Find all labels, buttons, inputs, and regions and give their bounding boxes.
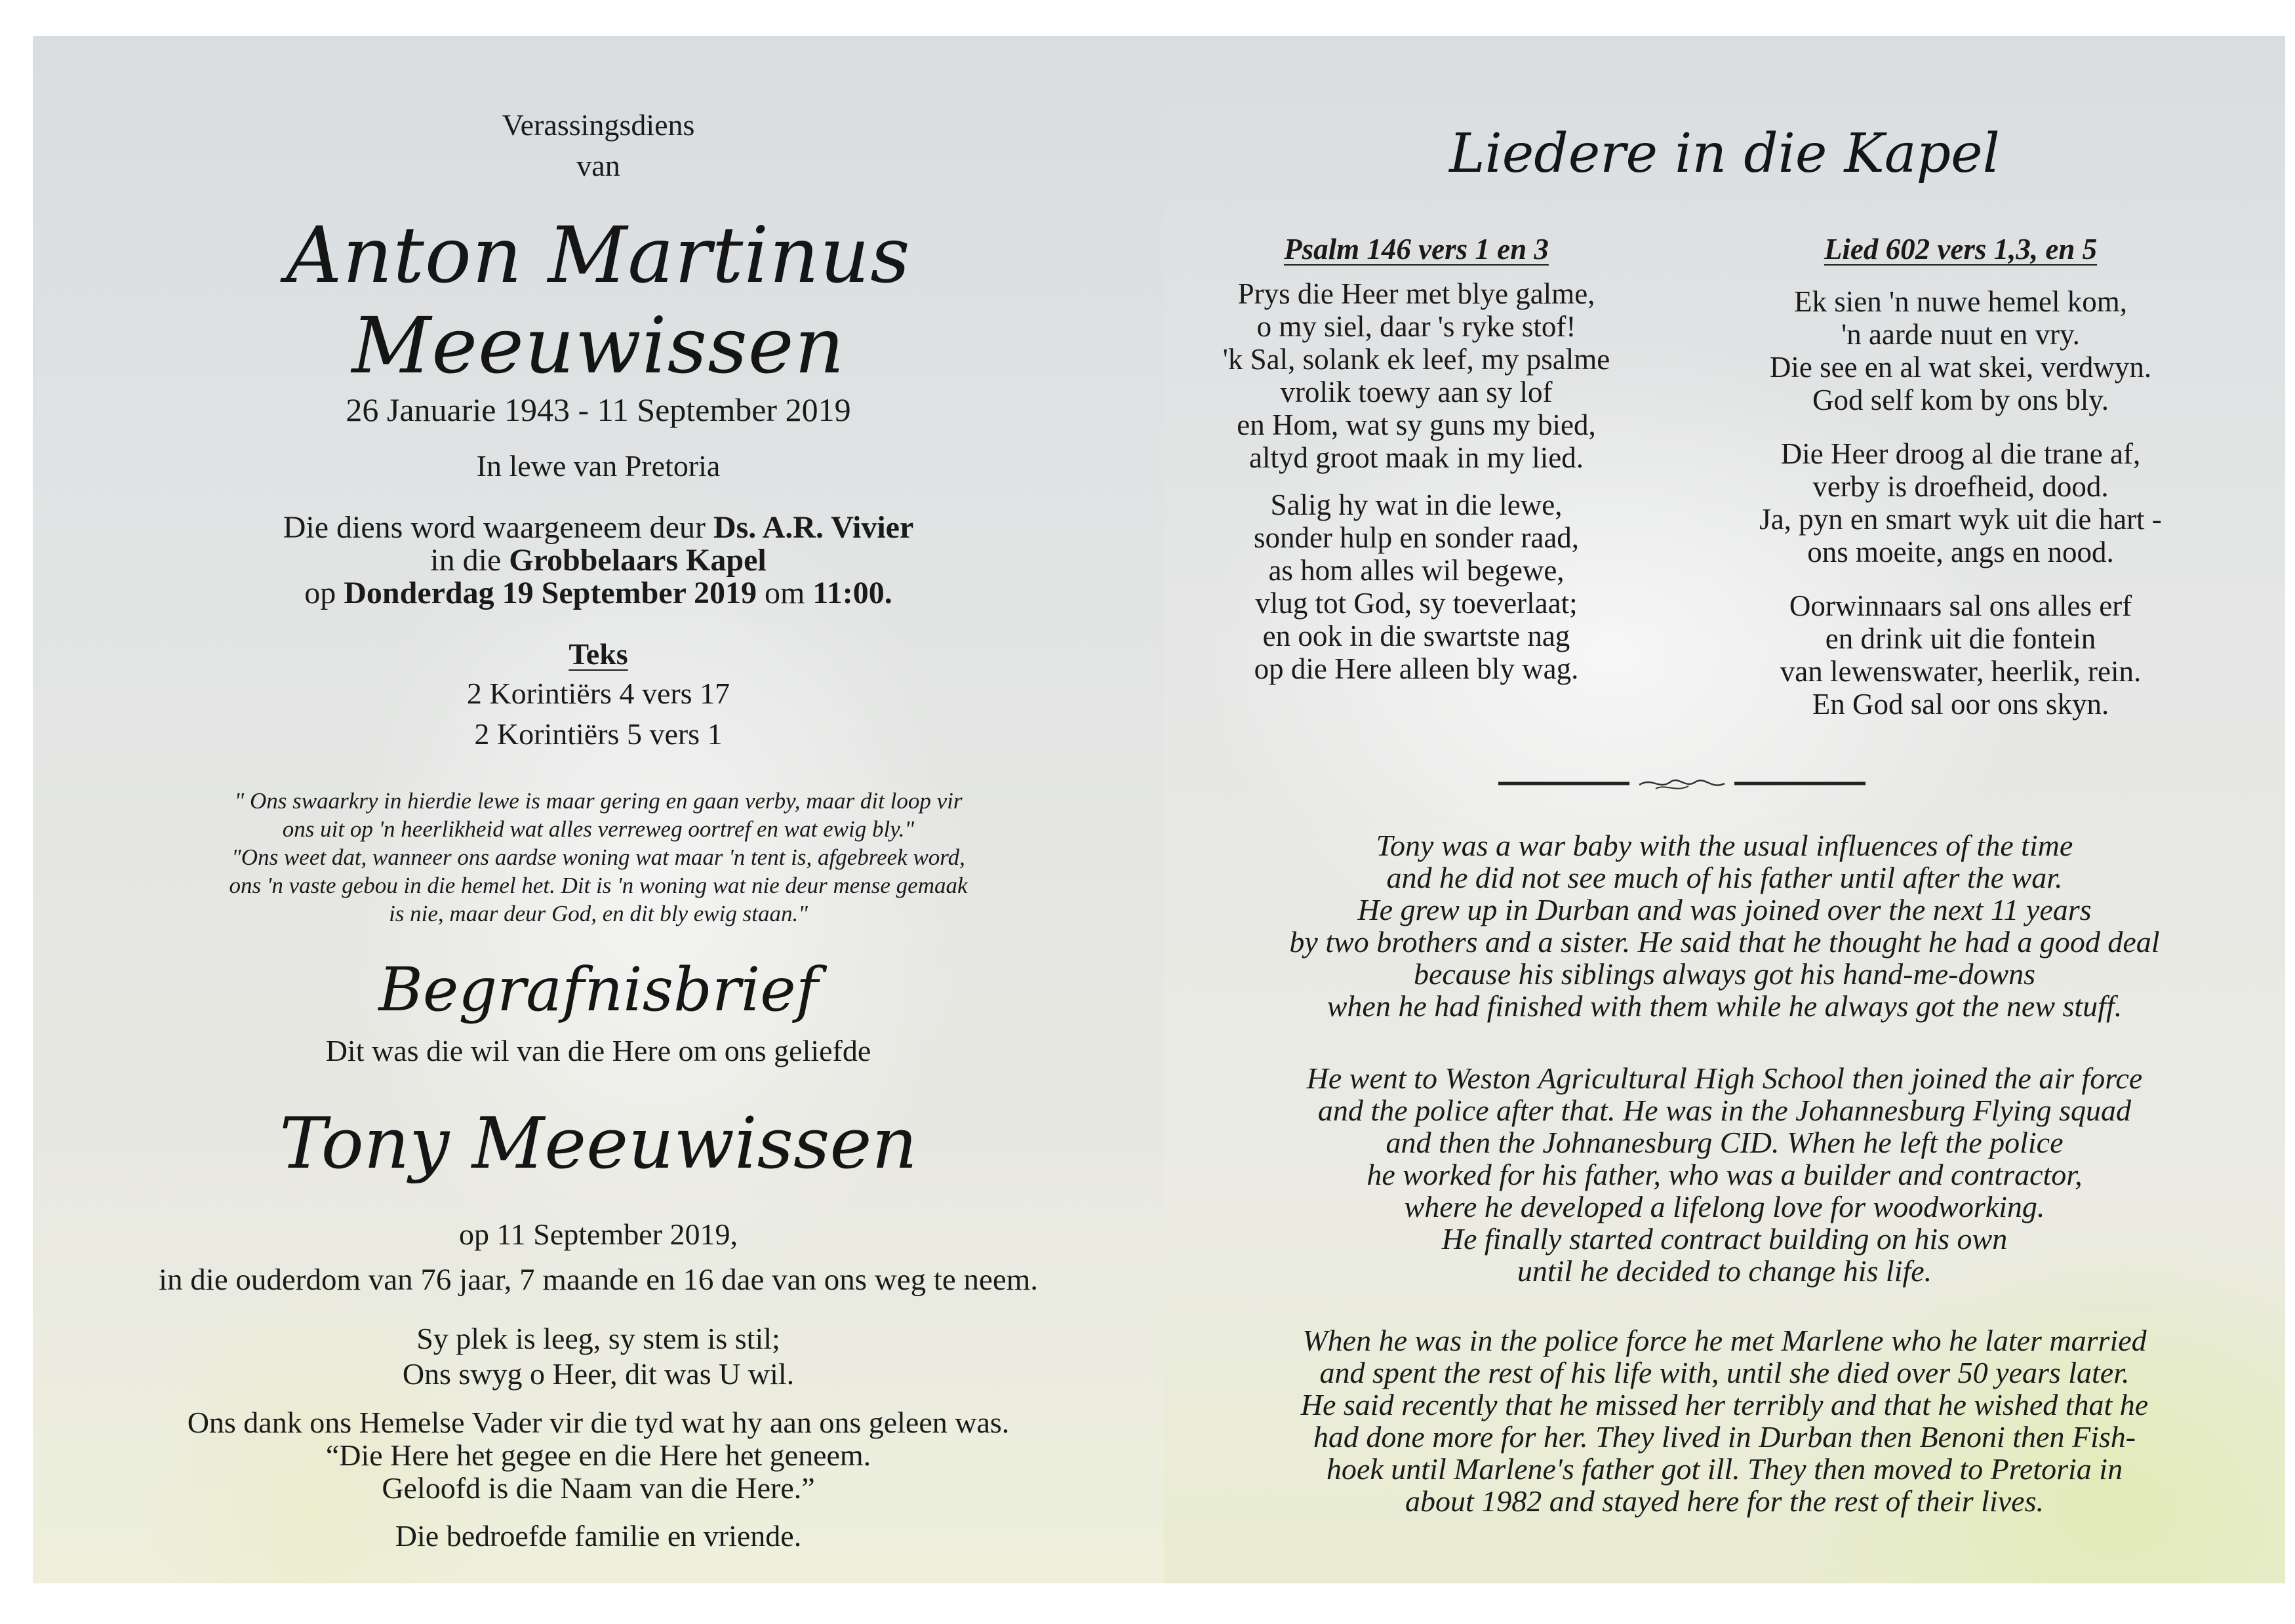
scripture-quote: " Ons swaarkry in hierdie lewe is maar gering en gaan verby, maar dit loop vir ons uit op 'n heerlikheid wat alles verreweg oortref en wat ewig bly." "Ons weet dat, wanneer ons aardse woning wat maar 'n tent is, afgebreek word, ons 'n vaste gebou in die hemel het. Dit is 'n woning wat nie deur mense gemaak is nie, maar deur God, en dit bly ewig staan." (229, 788, 968, 926)
bio-paragraph-1: Tony was a war baby with the usual influences of the time and he did not see much of his father until after the war. He grew up in Durban and was joined over the next 11 years by two brothers and a sister. He said that he thought he had a good deal because his siblings always got his hand-me-downs when he had finished with them while he always got the new stuff. (1289, 829, 2160, 1023)
right-panel (1164, 36, 2285, 1583)
bio-paragraph-2: He went to Weston Agricultural High School then joined the air force and the police after that. He was in the Johannesburg Flying squad and then the Johnanesburg CID. When he left the police he worked for his father, who was a builder and contractor, where he developed a lifelong love for woodworking. He finally started contract building on his own until he decided to change his life. (1306, 1061, 2143, 1288)
left-panel (33, 36, 1164, 1583)
full-name-line2: Meeuwissen (351, 300, 845, 391)
letter-intro: Dit was die wil van die Here om ons geliefde (325, 1034, 871, 1067)
thanks-text: Ons dank ons Hemelse Vader vir die tyd wat hy aan ons geleen was. “Die Here het gegee en die Here het geneem. Geloofd is die Naam van die Here.” (187, 1406, 1010, 1505)
teks-ref-2: 2 Korintiërs 5 vers 1 (474, 717, 723, 751)
full-name-line1: Anton Martinus (286, 210, 911, 300)
psalm-title: Psalm 146 vers 1 en 3 (1284, 233, 1549, 266)
lied-stanza-2: Die Heer droog al die trane af, verby is droefheid, dood. Ja, pyn en smart wyk uit die hart - ons moeite, angs en nood. (1759, 437, 2162, 568)
lied-column (1731, 233, 2190, 721)
memorial-verse: Sy plek is leeg, sy stem is stil; Ons swyg o Heer, dit was U wil. (402, 1322, 795, 1391)
psalm-stanza-2: Salig hy wat in die lewe, sonder hulp en sonder raad, as hom alles wil begewe, vlug tot God, sy toeverlaat; en ook in die swartste nag op die Here alleen bly wag. (1253, 488, 1580, 685)
decorative-divider (1498, 764, 1866, 803)
service-venue-line: in die Grobbelaars Kapel (430, 543, 767, 578)
teks-heading: Teks (569, 637, 628, 671)
minister-name: Ds. A.R. Vivier (713, 510, 914, 545)
letter-heading: Begrafnisbrief (378, 955, 818, 1025)
lied-stanza-1: Ek sien 'n nuwe hemel kom, 'n aarde nuut en vry. Die see en al wat skei, verdwyn. God self kom by ons bly. (1769, 285, 2152, 416)
lied-title: Lied 602 vers 1,3, en 5 (1824, 233, 2098, 266)
life-dates: 26 Januarie 1943 - 11 September 2019 (346, 391, 851, 428)
teks-ref-1: 2 Korintiërs 4 vers 17 (466, 677, 730, 710)
venue-name: Grobbelaars Kapel (509, 543, 767, 578)
closing-signature: Die bedroefde familie en vriende. (395, 1519, 802, 1553)
psalm-column (1200, 233, 1633, 685)
service-header (33, 105, 1164, 186)
service-time-line: op Donderdag 19 September 2019 om 11:00. (304, 576, 892, 610)
songs-heading: Liedere in die Kapel (1449, 123, 2000, 185)
service-minister-line: Die diens word waargeneem deur Ds. A.R. Vivier (283, 510, 914, 545)
service-van: van (576, 149, 620, 182)
full-name (33, 210, 1164, 391)
age-line: in die ouderdom van 76 jaar, 7 maande en 16 dae van ons weg te neem. (158, 1263, 1039, 1297)
lied-stanza-3: Oorwinnaars sal ons alles erf en drink uit die fontein van lewenswater, heerlik, rein. En God sal oor ons skyn. (1780, 589, 2142, 721)
bio-paragraph-3: When he was in the police force he met Marlene who he later married and spent the rest of his life with, until she died over 50 years later. He said recently that he missed her terribly and that he wished that he had done more for her. They lived in Durban then Benoni then Fish- hoek until Marlene's father got ill. They then moved to Pretoria in about 1982 and stayed here for the rest of their lives. (1300, 1324, 2149, 1518)
residence: In lewe van Pretoria (476, 449, 721, 483)
psalm-stanza-1: Prys die Heer met blye galme, o my siel, daar 's ryke stof! 'k Sal, solank ek leef, my psalme vrolik toewy aan sy lof en Hom, wat sy guns my bied, altyd groot maak in my lied. (1222, 277, 1610, 474)
death-date: op 11 September 2019, (458, 1218, 738, 1251)
service-title: Verassingsdiens (502, 108, 695, 142)
nickname: Tony Meeuwissen (279, 1103, 917, 1185)
teks-section (33, 636, 1164, 753)
service-date: Donderdag 19 September 2019 (344, 576, 757, 610)
service-details (33, 511, 1164, 610)
service-time: 11:00. (812, 576, 892, 610)
